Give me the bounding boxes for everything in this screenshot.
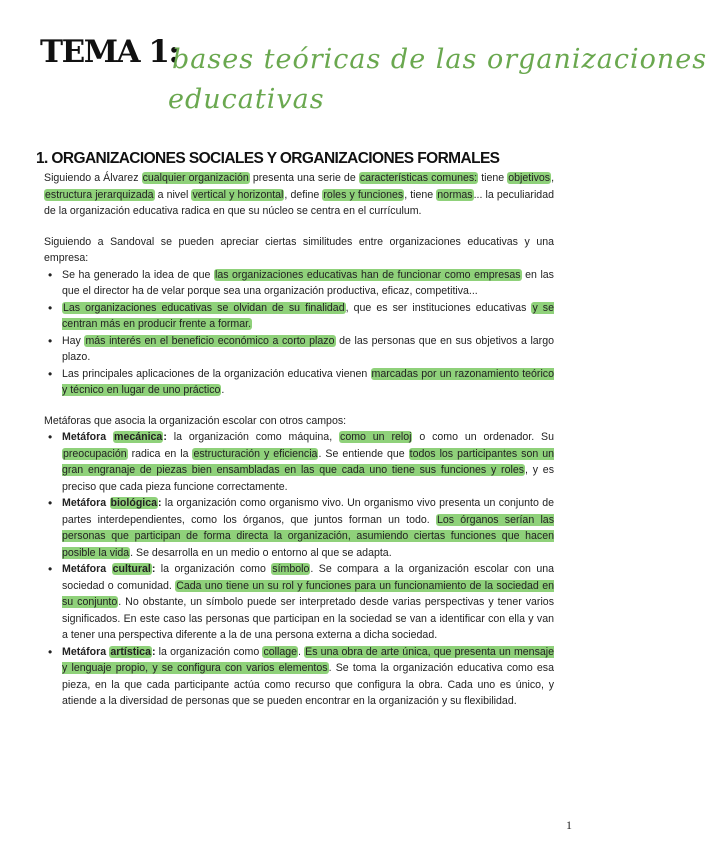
paragraph-sandoval: Siguiendo a Sandoval se pueden apreciar ciertas similitudes entre organizaciones educativas y una empresa: bbox=[44, 235, 554, 264]
paragraph-metaforas: Metáforas que asocia la organización escolar con otros campos: bbox=[44, 414, 347, 427]
page-number: 1 bbox=[566, 818, 572, 832]
metaphor-mecanica: • Metáfora mecánica: la organización como máquina, como un reloj o como un ordenador. Su preocupación radica en la estructuración y eficiencia. Se entiende que todos los participantes son un gran engranaje de piezas bien ensambladas en las que cada uno tiene sus funciones y roles, y es preciso que cada pieza funcione correctamente. bbox=[48, 430, 555, 493]
metaphor-cultural: • Metáfora cultural: la organización como símbolo. Se compara a la organización escolar con una sociedad o comunidad. Cada uno tiene un su rol y funciones para un funcionamiento de la sociedad en su conjunto. No obstante, un símbolo puede ser interpretado desde varias perspectivas y tener varios significados. En este caso las personas que participan en la sociedad se van a identificar con ella y van a tener una perspectiva diferente a la de una persona externa a dicha sociedad. bbox=[48, 562, 555, 641]
section-heading: 1. ORGANIZACIONES SOCIALES Y ORGANIZACIONES FORMALES bbox=[36, 150, 500, 167]
tema-label: TEMA 1: bbox=[40, 34, 179, 70]
title-script-line-1: bases teóricas de las organizaciones bbox=[172, 44, 707, 75]
metaphor-artistica: • Metáfora artística: la organización como collage. Es una obra de arte única, que presenta un mensaje y lenguaje propio, y se configura con varios elementos. Se toma la organización educativa como esa pieza, en la que cada participante actúa como recurso que configura la obra. Cada uno es único, y atiende a la diversidad de personas que se pueden encontrar en la organización y su flexibilidad. bbox=[48, 644, 555, 707]
body-text bbox=[44, 170, 554, 710]
list-item: • Las organizaciones educativas se olvidan de su finalidad, que es ser instituciones educativas y se centran más en producir frente a formar. bbox=[48, 300, 554, 330]
similarities-list bbox=[44, 267, 554, 399]
metaphors-list bbox=[44, 429, 554, 710]
paragraph-alvarez: Siguiendo a Álvarez cualquier organización presenta una serie de características comunes: tiene objetivos, estructura jerarquizada a nivel vertical y horizontal, define roles y funciones, tiene normas... la peculiaridad de la organización educativa radica en que su núcleo se centra en el currículum. bbox=[44, 172, 555, 217]
list-item: • Se ha generado la idea de que las organizaciones educativas han de funcionar como empresas en las que el director ha de velar porque sea una organización productiva, eficaz, competitiva... bbox=[48, 267, 554, 297]
list-item: • Las principales aplicaciones de la organización educativa vienen marcadas por un razonamiento teórico y técnico en lugar de uno práctico. bbox=[48, 366, 554, 396]
metaphor-biologica: • Metáfora biológica: la organización como organismo vivo. Un organismo vivo presenta un conjunto de partes interdependientes, como los órganos, que juntos forman un todo. Los órganos serían las personas que participan de forma directa la organización, asumiendo ciertas funciones que hacen posible la vida. Se desarrolla en un medio o entorno al que se adapta. bbox=[48, 496, 554, 559]
title-script-line-2: educativas bbox=[168, 84, 325, 115]
list-item: • Hay más interés en el beneficio económico a corto plazo de las personas que en sus objetivos a largo plazo. bbox=[48, 333, 554, 363]
